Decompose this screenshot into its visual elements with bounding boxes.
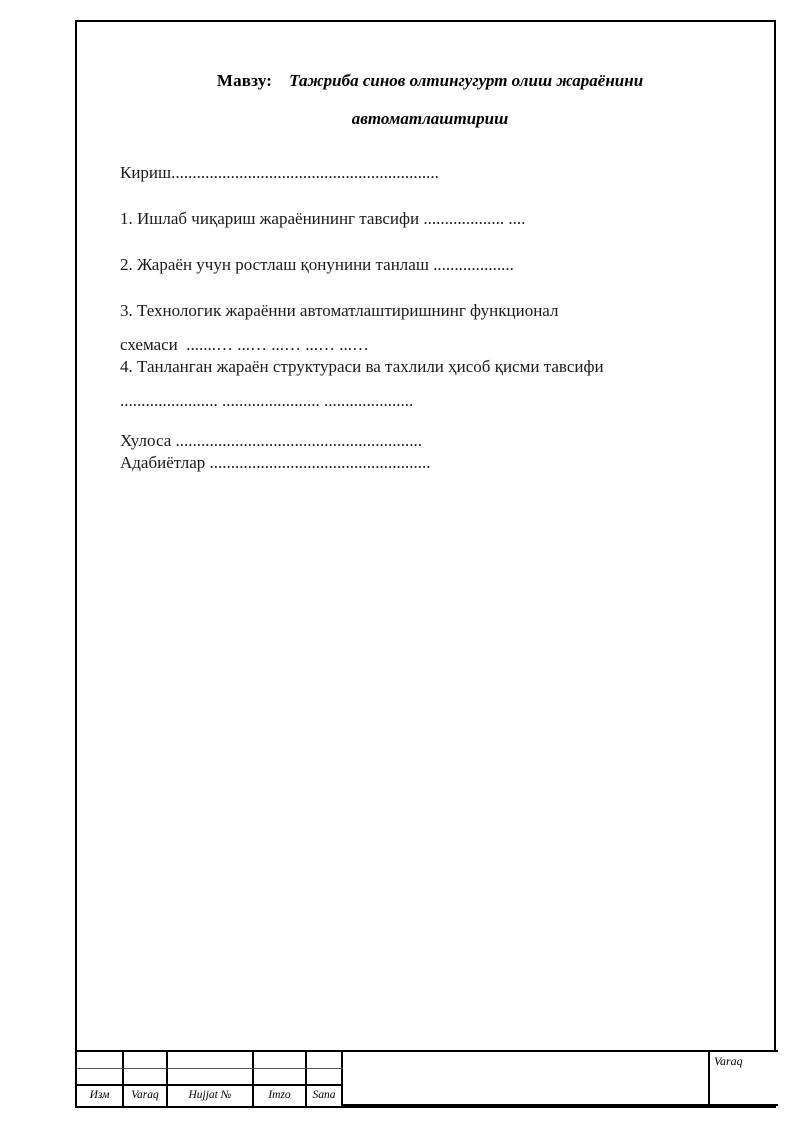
title-block-grid [77,1052,343,1106]
title-block-sheet-label: Varaq [714,1054,743,1068]
title-block-cell-row1-izm[interactable] [77,1052,124,1069]
toc-entry-4-continuation: ....................... ....................... ..................... [120,391,414,410]
title-block-header-hujjat-no: Hujjat № [168,1086,254,1106]
toc-entry-2: 2. Жараён учун ростлаш қонунини танлаш ................... [120,255,514,274]
title-block-cell-row1-imzo[interactable] [254,1052,307,1069]
title-block-sheet-cell[interactable] [710,1052,778,1106]
title-prefix: Мавзу: [216,71,273,90]
toc-entry-3-continuation: схемаси .......… ...… ...… ...… ...… [120,335,370,354]
toc-entry-conclusion: Хулоса .......................................................... [120,431,422,450]
title-block [77,1050,778,1106]
title-block-cell-row1-varaq[interactable] [124,1052,168,1069]
title-block-header-sana: Sana [307,1086,343,1106]
toc-entry-3: 3. Технологик жараённи автоматлаштиришнинг функционал [120,301,559,320]
title-block-cell-row2-varaq[interactable] [124,1069,168,1086]
title-block-cell-row1-sana[interactable] [307,1052,343,1069]
toc-entry-1: 1. Ишлаб чиқариш жараёнининг тавсифи ................... .... [120,209,526,228]
title-block-cell-row2-imzo[interactable] [254,1069,307,1086]
toc-entry-4: 4. Танланган жараён структураси ва тахлили ҳисоб қисми тавсифи [120,357,604,376]
title-block-header-varaq: Varaq [124,1086,168,1106]
title-block-cell-row1-hujjat[interactable] [168,1052,254,1069]
title-main-line1: Тажриба синов олтингугурт олиш жараёнини [289,71,644,90]
toc-entry-intro: Кириш............................................................... [120,163,439,182]
title-block-document-name-cell[interactable] [343,1052,710,1106]
title-block-cell-row2-sana[interactable] [307,1069,343,1086]
title-block-frame [77,1050,778,1106]
document-body [110,62,750,473]
title-block-cell-row2-hujjat[interactable] [168,1069,254,1086]
title-block-cell-row2-izm[interactable] [77,1069,124,1086]
title-block-header-izm: Изм [77,1086,124,1106]
page-title [110,62,750,138]
title-main-line2: автоматлаштириш [351,109,509,128]
title-block-header-imzo: Imzo [254,1086,307,1106]
page-frame [75,20,776,1108]
table-of-contents [110,163,750,473]
toc-entry-references: Адабиётлар .................................................... [120,453,431,472]
